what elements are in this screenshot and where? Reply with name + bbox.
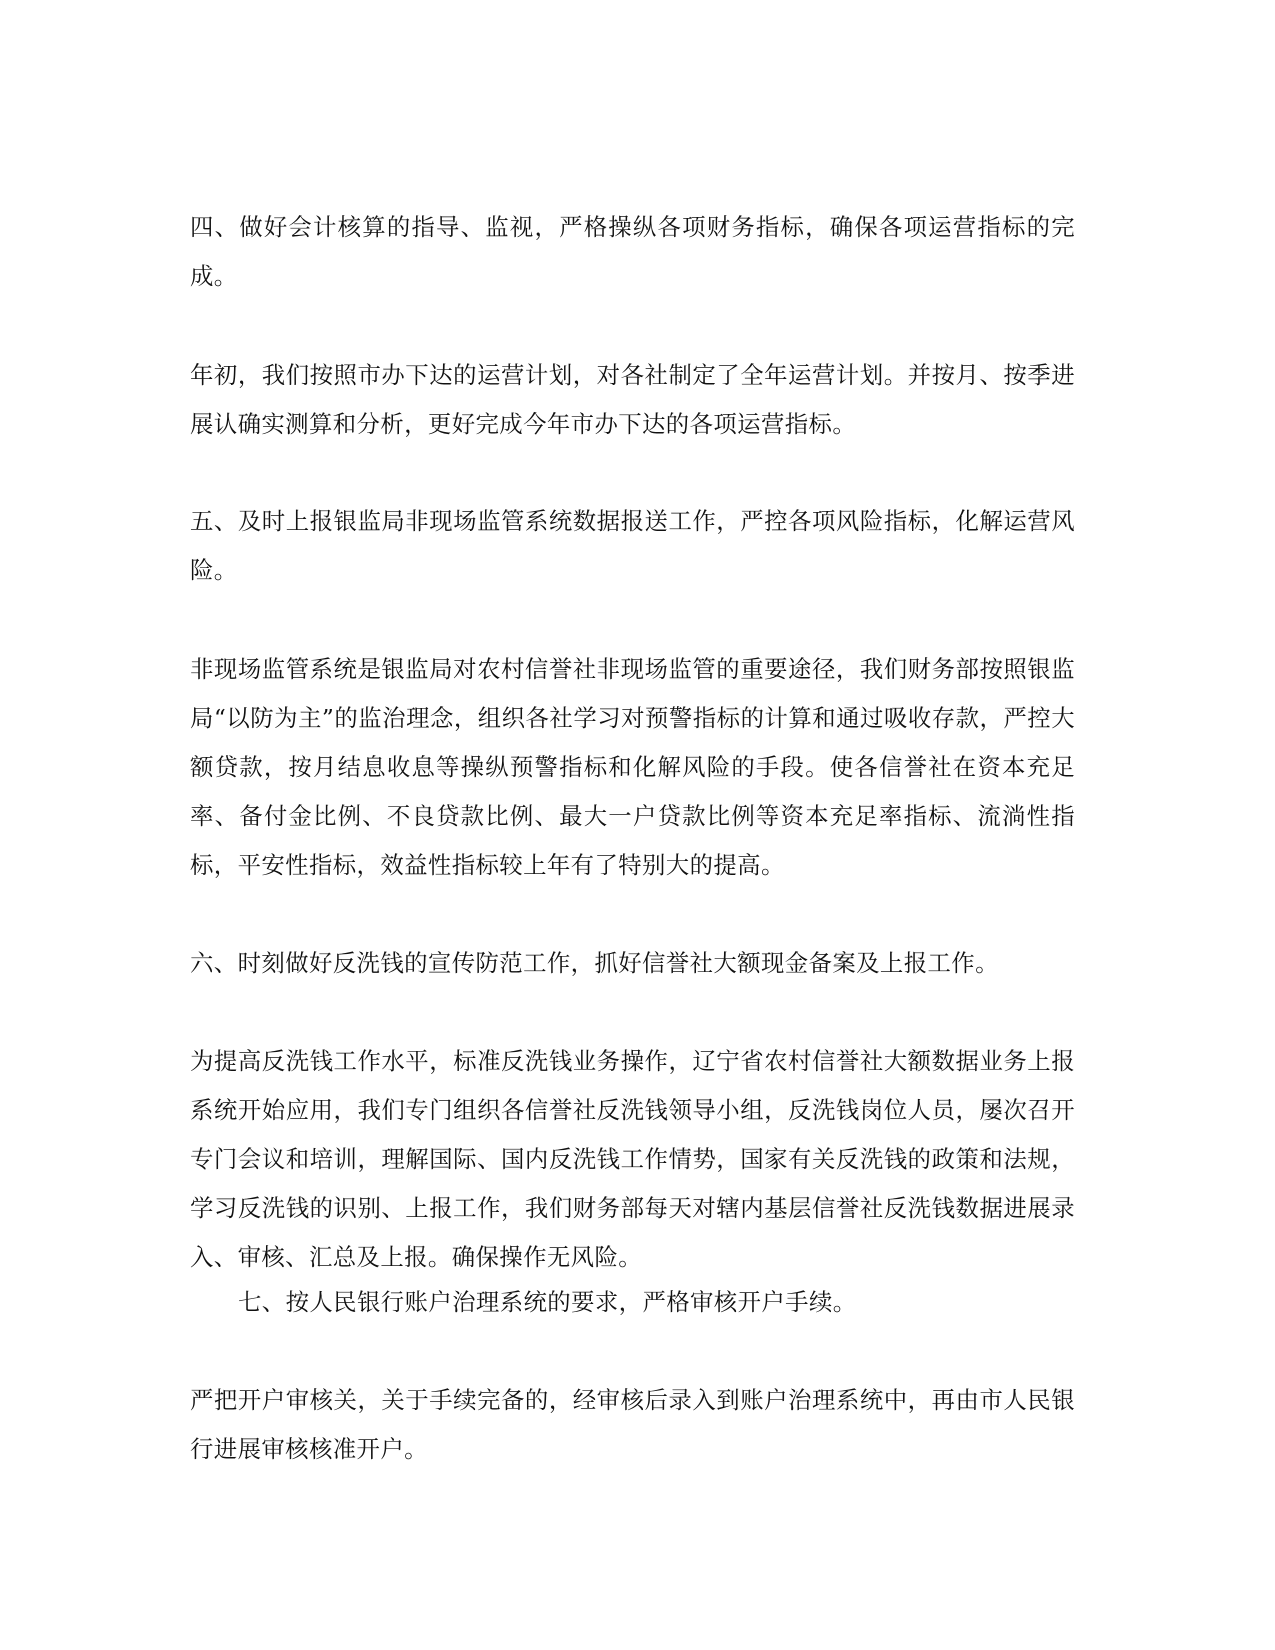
paragraph-section-6-heading: 六、时刻做好反洗钱的宣传防范工作，抓好信誉社大额现金备案及上报工作。: [190, 949, 999, 977]
paragraph-section-5-heading: 五、及时上报银监局非现场监管系统数据报送工作，严控各项风险指标，化解运营风险。: [190, 507, 1075, 584]
paragraph-section-4-heading: 四、做好会计核算的指导、监视，严格操纵各项财务指标，确保各项运营指标的完成。: [190, 213, 1075, 290]
paragraph-section-6-body: 为提高反洗钱工作水平，标准反洗钱业务操作，辽宁省农村信誉社大额数据业务上报系统开始应用，我们专门组织各信誉社反洗钱领导小组，反洗钱岗位人员，屡次召开专门会议和培训，理解国际、国内反洗钱工作情势，国家有关反洗钱的政策和法规，学习反洗钱的识别、上报工作，我们财务部每天对辖内基层信誉社反洗钱数据进展录入、审核、汇总及上报。确保操作无风险。: [190, 1047, 1075, 1271]
paragraph-section-5-body: 非现场监管系统是银监局对农村信誉社非现场监管的重要途径，我们财务部按照银监局“以防为主”的监治理念，组织各社学习对预警指标的计算和通过吸收存款，严控大额贷款，按月结息收息等操纵预警指标和化解风险的手段。使各信誉社在资本充足率、备付金比例、不良贷款比例、最大一户贷款比例等资本充足率指标、流淌性指标，平安性指标，效益性指标较上年有了特别大的提高。: [190, 655, 1075, 879]
paragraph-section-7-body: 严把开户审核关，关于手续完备的，经审核后录入到账户治理系统中，再由市人民银行进展审核核准开户。: [190, 1386, 1075, 1463]
paragraph-section-7-heading: 七、按人民银行账户治理系统的要求，严格审核开户手续。: [238, 1288, 857, 1316]
paragraph-section-4-body: 年初，我们按照市办下达的运营计划，对各社制定了全年运营计划。并按月、按季进展认确实测算和分析，更好完成今年市办下达的各项运营指标。: [190, 361, 1075, 438]
